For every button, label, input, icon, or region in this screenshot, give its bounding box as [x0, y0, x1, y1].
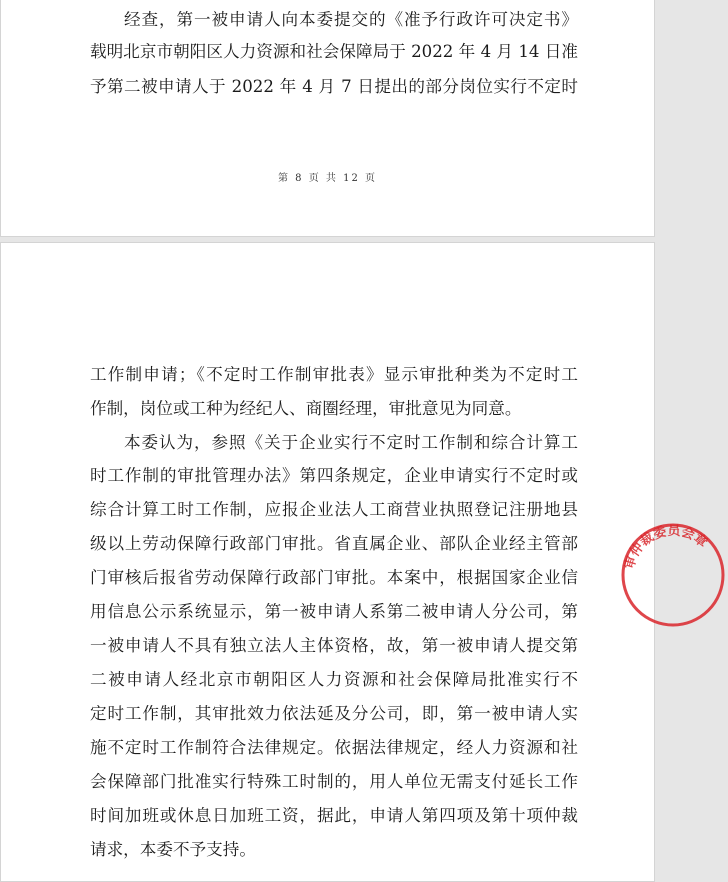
- page-footer: 第 8 页 共 12 页: [278, 173, 377, 184]
- body-text-line: 经查，第一被申请人向本委提交的《准予行政许可决定书》: [124, 10, 578, 29]
- body-text-line: 二被申请人经北京市朝阳区人力资源和社会保障局批准实行不: [90, 670, 578, 689]
- document-page-8: [0, 0, 655, 237]
- body-text-line: 请求，本委不予支持。: [90, 840, 256, 859]
- body-text-line: 载明北京市朝阳区人力资源和社会保障局于 2022 年 4 月 14 日准: [90, 42, 578, 61]
- body-text-line: 时工作制的审批管理办法》第四条规定，企业申请实行不定时或: [90, 466, 578, 485]
- body-text-line: 作制，岗位或工种为经纪人、商圈经理，审批意见为同意。: [90, 399, 522, 418]
- body-text-line: 定时工作制，其审批效力依法延及分公司，即，第一被申请人实: [90, 704, 578, 723]
- body-text-line: 门审核后报省劳动保障行政部门审批。本案中，根据国家企业信: [90, 568, 578, 587]
- body-text-line: 本委认为，参照《关于企业实行不定时工作制和综合计算工: [124, 433, 578, 452]
- body-text-line: 工作制申请；《不定时工作制审批表》显示审批种类为不定时工: [90, 365, 578, 384]
- document-page-9: [0, 242, 655, 882]
- body-text-line: 予第二被申请人于 2022 年 4 月 7 日提出的部分岗位实行不定时: [90, 77, 578, 96]
- body-text-line: 一被申请人不具有独立法人主体资格，故，第一被申请人提交第: [90, 636, 578, 655]
- body-text-line: 会保障部门批准实行特殊工时制的，用人单位无需支付延长工作: [90, 772, 578, 791]
- body-text-line: 时间加班或休息日加班工资，据此，申请人第四项及第十项仲裁: [90, 806, 578, 825]
- body-text-line: 用信息公示系统显示，第一被申请人系第二被申请人分公司，第: [90, 602, 578, 621]
- seal-text: 审仲裁委员会章: [622, 523, 710, 572]
- official-seal-stamp: [618, 520, 728, 630]
- body-text-line: 综合计算工时工作制，应报企业法人工商营业执照登记注册地县: [90, 500, 578, 519]
- body-text-line: 级以上劳动保障行政部门审批。省直属企业、部队企业经主管部: [90, 534, 578, 553]
- body-text-line: 施不定时工作制符合法律规定。依据法律规定，经人力资源和社: [90, 738, 578, 757]
